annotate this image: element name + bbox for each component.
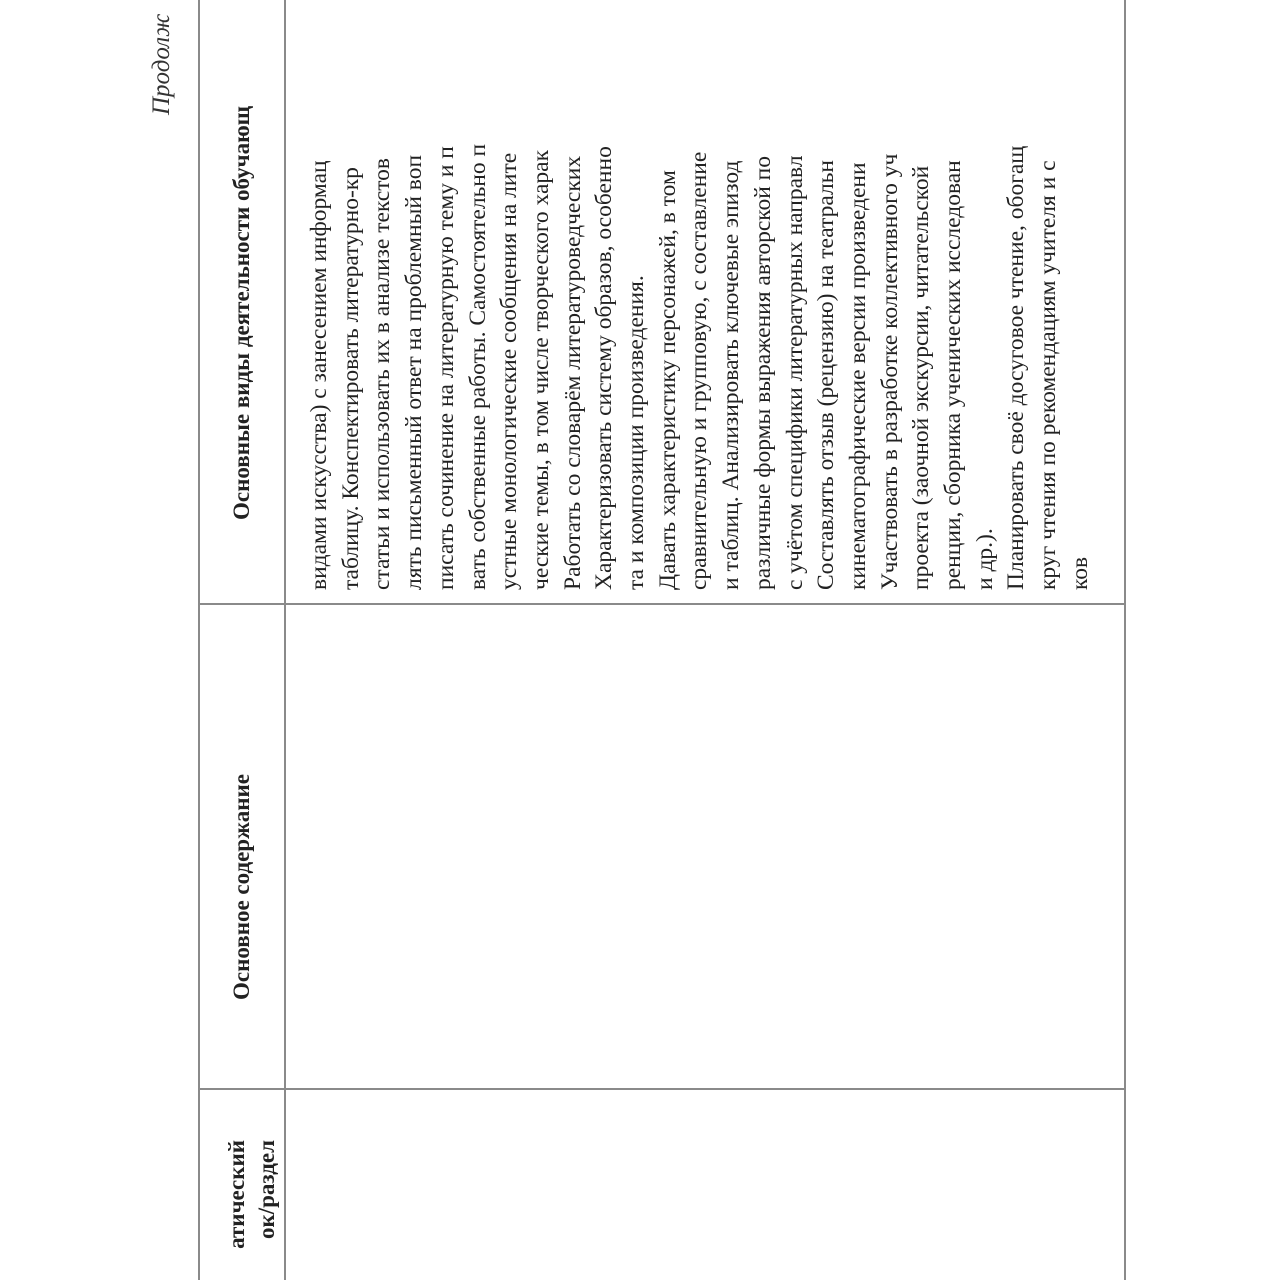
header-col-thematic-block <box>222 1140 282 1280</box>
activity-line: устные монологические сообщения на лите <box>496 152 523 590</box>
activity-line: ческие темы, в том числе творческого харак <box>527 149 554 590</box>
activity-line: Работать со словарём литературоведческих <box>559 155 586 590</box>
activity-line: ков <box>1066 556 1093 590</box>
activity-line: кинематографические версии произведени <box>844 162 871 590</box>
column-divider-1 <box>198 1089 1125 1091</box>
activity-line: и таблиц. Анализировать ключевые эпизод <box>718 160 745 590</box>
activity-line: Характеризовать систему образов, особенно <box>591 146 618 590</box>
header-col-main-content: Основное содержание <box>229 774 254 1000</box>
activity-line: Участвовать в разработке коллективного уч <box>876 153 903 590</box>
activity-line: статьи и использовать их в анализе текстов <box>369 157 396 590</box>
activity-line: вать собственные работы. Самостоятельно п <box>464 143 491 590</box>
activity-line: Давать характеристику персонажей, в том <box>654 170 681 590</box>
activity-line: различные формы выражения авторской по <box>749 155 776 590</box>
activity-line: писать сочинение на литературную тему и п <box>432 146 459 590</box>
header-col-activities: Основные виды деятельности обучающ <box>229 105 254 520</box>
column-divider-2 <box>198 604 1125 606</box>
activity-line: Составлять отзыв (рецензию) на театральн <box>813 159 840 590</box>
activity-line: с учётом специфики литературных направл <box>781 155 808 590</box>
header-col1-line1: атический <box>224 1140 249 1249</box>
activity-line: лять письменный ответ на проблемный воп <box>401 154 428 590</box>
activity-line: ренции, сборника ученических исследован <box>940 160 967 590</box>
activity-line: проекта (заочной экскурсии, читательской <box>908 165 935 590</box>
activity-line: Планировать своё досуговое чтение, обогащ <box>1003 145 1030 590</box>
activity-line: круг чтения по рекомендациям учителя и с <box>1035 160 1062 590</box>
activities-cell <box>304 144 1097 590</box>
activity-line: таблицу. Конспектировать литературно-кр <box>337 167 364 590</box>
header-col1-line2: ок/раздел <box>254 1140 279 1240</box>
activity-line: та и композиции произведения. <box>623 275 650 590</box>
activity-line: и др.). <box>971 528 998 590</box>
activity-line: видами искусства) с занесением информац <box>306 160 332 590</box>
activity-line: сравнительную и групповую, с составление <box>686 151 713 590</box>
continuation-label: Продолж <box>148 13 175 115</box>
